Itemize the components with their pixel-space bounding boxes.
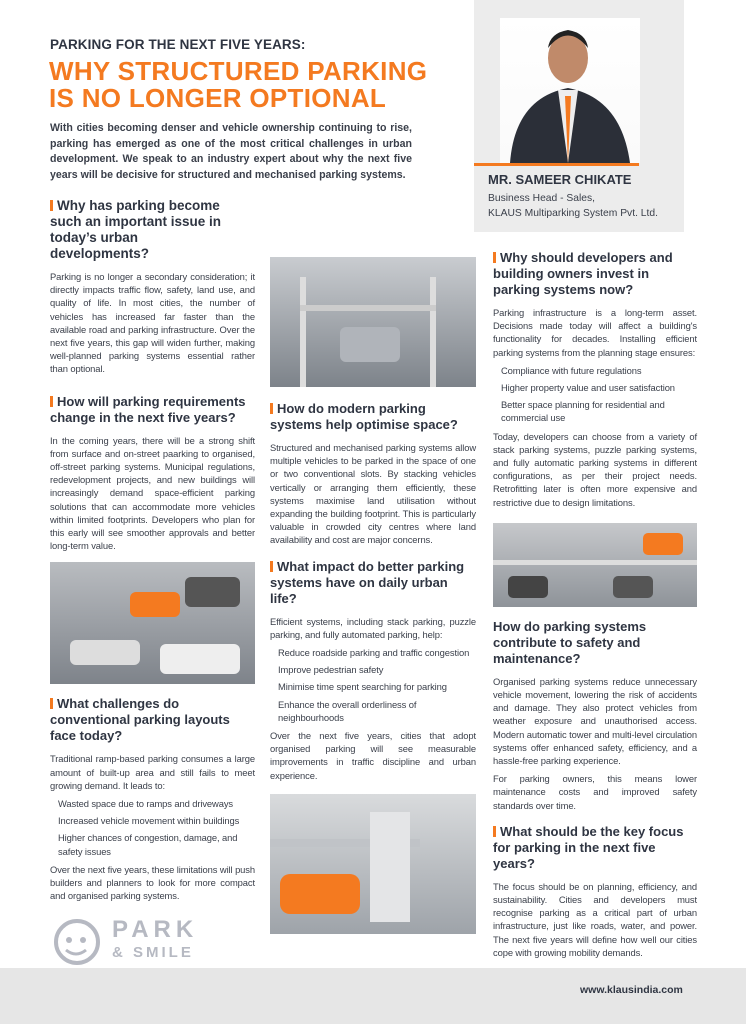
section-body: The focus should be on planning, efficiency, and sustainability. Cities and developers must recognise parking as a critical part of urban infrastructure, just like roads, water, and power. The next five years will define how well our cities cope with growing mobility demands. (493, 880, 697, 958)
bullet-list (493, 364, 697, 425)
section-heading (50, 696, 255, 744)
title-line: IS NO LONGER OPTIONAL (49, 83, 387, 113)
section-heading: How do parking systems contribute to safety and maintenance? (493, 618, 647, 666)
heading-text: What impact do better parking systems have on daily urban life? (270, 558, 465, 606)
parking-photo-3 (270, 794, 476, 934)
section-body: Today, developers can choose from a variety of stack parking systems, puzzle parking systems, and fully automatic parking systems in different configurations, as per their project needs. Retrofitting later is often more expensive and restrictive due to design limitations. (493, 430, 697, 508)
bullet-list (50, 797, 255, 858)
section-heading (50, 394, 255, 426)
bullet-list (270, 646, 476, 724)
section-heading (50, 198, 235, 262)
heading-text: Why has parking become such an important issue in today’s urban developments? (50, 198, 222, 261)
title-line: WHY STRUCTURED PARKING (49, 56, 428, 86)
section-optimise-space (270, 401, 476, 547)
role-line: Business Head - Sales, (488, 193, 596, 204)
heading-text: What challenges do conventional parking layouts face today? (50, 696, 230, 744)
footer (0, 968, 746, 1024)
heading-text: How do modern parking systems help optimise space? (270, 401, 458, 432)
section-heading (493, 824, 697, 872)
section-urban-life (270, 559, 476, 782)
kicker: PARKING FOR THE NEXT FIVE YEARS: (50, 37, 306, 52)
section-heading (493, 250, 673, 298)
section-body: Over the next five years, cities that adopt organised parking will see measurable improvements in traffic discipline and urban experience. (270, 730, 476, 781)
list-item: Better space planning for residential and commercial use (501, 399, 665, 424)
list-item: Enhance the overall orderliness of neighbourhoods (278, 698, 417, 723)
section-body: Organised parking systems reduce unnecessary vehicle movement, lowering the risk of accidents and damage. They also protect vehicles from weather exposure and unauthorised access. Modern automatic tower and multi-level circulation systems offer enhanced safety, efficiency, and a hassle-free parking experience. (493, 675, 697, 767)
list-item: Minimise time spent searching for parking (278, 681, 447, 693)
profile-role (488, 191, 658, 221)
logo-text: & SMILE (112, 944, 194, 962)
section-body: Traditional ramp-based parking consumes a large amount of built-up area and still fails to meet growing demand. It leads to: (50, 753, 255, 791)
middle-column (270, 257, 476, 934)
section-invest-now (493, 250, 697, 509)
page-title (49, 58, 427, 112)
section-body: Efficient systems, including stack parking, puzzle parking, and fully automated parking, help: (270, 615, 476, 640)
company-line: KLAUS Multiparking System Pvt. Ltd. (488, 208, 658, 219)
section-heading (270, 559, 476, 607)
section-parking-importance (50, 198, 255, 376)
list-item: Increased vehicle movement within buildings (58, 815, 240, 827)
section-body: For parking owners, this means lower maintenance costs and improved safety standards over time. (493, 773, 697, 811)
smiley-icon (50, 912, 106, 966)
section-key-focus (493, 824, 697, 959)
website-link[interactable]: www.klausindia.com (580, 984, 683, 996)
section-safety-maintenance (493, 619, 697, 812)
accent-bar (474, 163, 639, 166)
parking-photo-4 (493, 523, 697, 607)
list-item: Wasted space due to ramps and driveways (58, 798, 234, 810)
section-body: In the coming years, there will be a strong shift from surface and on-street paarking to organised, off-street parking systems. Municipal regulations, redevelopment projects, and new buildings will increasingly demand space-efficient parking solutions that can accommodate more vehicles within limited footprints. Developers who plan for this early will see smoother approvals and better long-term value. (50, 434, 255, 552)
section-body: Parking infrastructure is a long-term asset. Decisions made today will affect a building's functionality for decades. Installing efficient parking systems from the planning stage ensures: (493, 307, 697, 358)
list-item: Compliance with future regulations (501, 364, 642, 376)
section-body: Parking is no longer a secondary consideration; it directly impacts traffic flow, safety, land use, and quality of life. In most cities, the number of vehicles has increased far faster than the available road and parking infrastructure. Over the next five years, this gap will widen further, making well-planned parking systems essential rather than optional. (50, 271, 255, 375)
section-conventional-challenges (50, 696, 255, 902)
list-item: Higher property value and user satisfaction (501, 382, 675, 394)
profile-name: MR. SAMEER CHIKATE (488, 172, 632, 187)
list-item: Higher chances of congestion, damage, and safety issues (58, 832, 238, 857)
list-item: Improve pedestrian safety (278, 664, 384, 676)
section-body: Over the next five years, these limitations will push builders and planners to look for more compact and organised parking systems. (50, 863, 255, 902)
parking-photo-1 (50, 562, 255, 684)
heading-text: What should be the key focus for parking in the next five years? (493, 823, 684, 871)
section-body: Structured and mechanised parking systems allow multiple vehicles to be parked in the space of one or two conventional slots. By stacking vehicles vertically or arranging them efficiently, these systems maximise land utilisation without expanding the building footprint. This is particularly valuable in crowded city centres where land availability and cost are major concerns. (270, 442, 476, 546)
park-and-smile-logo (50, 912, 250, 966)
parking-photo-2 (270, 257, 476, 387)
left-column (50, 198, 255, 966)
logo-text: PARK (112, 916, 199, 944)
right-column (493, 250, 697, 959)
list-item: Reduce roadside parking and traffic congestion (278, 647, 470, 659)
heading-text: Why should developers and building owners invest in parking systems now? (493, 250, 673, 297)
heading-text: How will parking requirements change in the next five years? (50, 393, 246, 425)
intro: With cities becoming denser and vehicle ownership continuing to rise, parking has emerged as one of the most critical challenges in urban development. We speak to an industry expert about why the next five years will be decisive for structured and mechanised parking systems. (50, 122, 412, 181)
section-requirements-change (50, 394, 255, 553)
portrait-photo (500, 18, 640, 163)
section-heading (270, 401, 476, 433)
